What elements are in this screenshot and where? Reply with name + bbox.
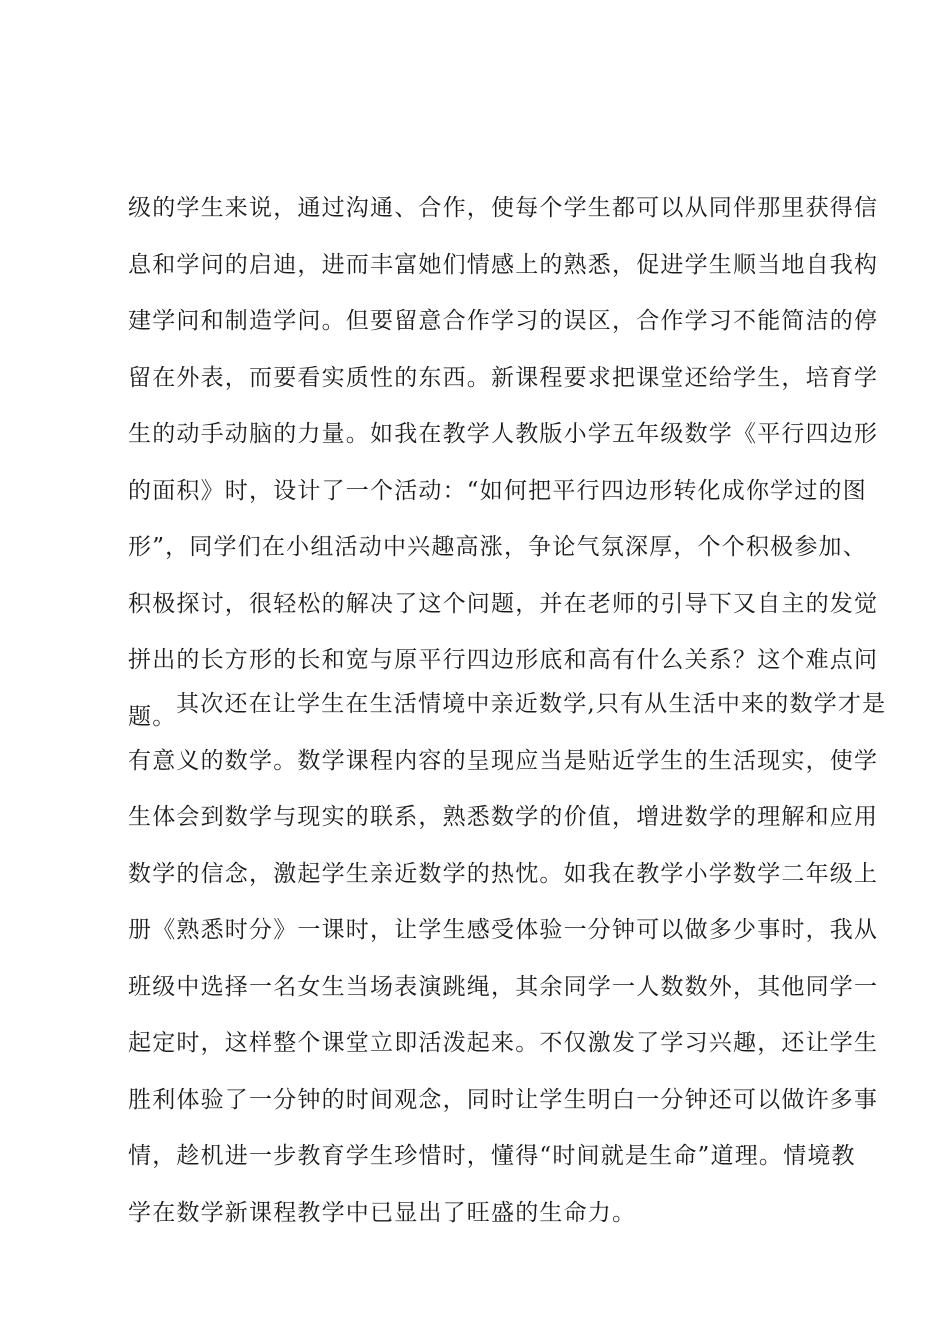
paragraph-line: 生体会到数学与现实的联系，熟悉数学的价值，增进数学的理解和应用 <box>128 804 879 830</box>
paragraph-line: 留在外表，而要看实质性的东西。新课程要求把课堂还给学生，培育学 <box>128 364 879 391</box>
paragraph-line: 的面积》时，设计了一个活动：“如何把平行四边形转化成你学过的图 <box>128 477 867 504</box>
paragraph-line: 形”，同学们在小组活动中兴趣高涨，争论气氛深厚，个个积极参加、 <box>128 534 867 560</box>
paragraph-line: 数学的信念，激起学生亲近数学的热忱。如我在教学小学数学二年级上 <box>128 860 879 887</box>
paragraph-line: 胜利体验了一分钟的时间观念，同时让学生明白一分钟还可以做许多事 <box>128 1086 879 1113</box>
paragraph-line: 息和学问的启迪，进而丰富她们情感上的熟悉，促进学生顺当地自我构 <box>128 251 879 278</box>
paragraph-line: 班级中选择一名女生当场表演跳绳，其余同学一人数数外，其他同学一 <box>128 973 879 1000</box>
paragraph-line: 册《熟悉时分》一课时，让学生感受体验一分钟可以做多少事时，我从 <box>128 917 879 943</box>
paragraph-line: 积极探讨，很轻松的解决了这个问题，并在老师的引导下又自主的发觉 <box>128 590 879 617</box>
paragraph-line: 题。 <box>128 703 177 730</box>
paragraph-line: 情，趁机进一步教育学生珍惜时，懂得“时间就是生命”道理。情境教 <box>128 1143 856 1169</box>
paragraph-line: 学在数学新课程教学中已显出了旺盛的生命力。 <box>128 1199 637 1226</box>
paragraph-line: 生的动手动脑的力量。如我在教学人教版小学五年级数学《平行四边形 <box>128 421 879 447</box>
paragraph-line-indented: 其次还在让学生在生活情境中亲近数学,只有从生活中来的数学才是 <box>176 691 887 717</box>
paragraph-line: 级的学生来说，通过沟通、合作，使每个学生都可以从同伴那里获得信 <box>128 195 879 221</box>
paragraph-line: 有意义的数学。数学课程内容的呈现应当是贴近学生的生活现实，使学 <box>128 747 879 774</box>
paragraph-line: 起定时，这样整个课堂立即活泼起来。不仅激发了学习兴趣，还让学生 <box>128 1030 879 1056</box>
paragraph-1 <box>128 180 887 745</box>
paragraph-2 <box>128 676 887 1241</box>
paragraph-line: 拼出的长方形的长和宽与原平行四边形底和高有什么关系？这个难点问 <box>128 647 879 673</box>
paragraph-line: 建学问和制造学问。但要留意合作学习的误区，合作学习不能简洁的停 <box>128 308 879 334</box>
